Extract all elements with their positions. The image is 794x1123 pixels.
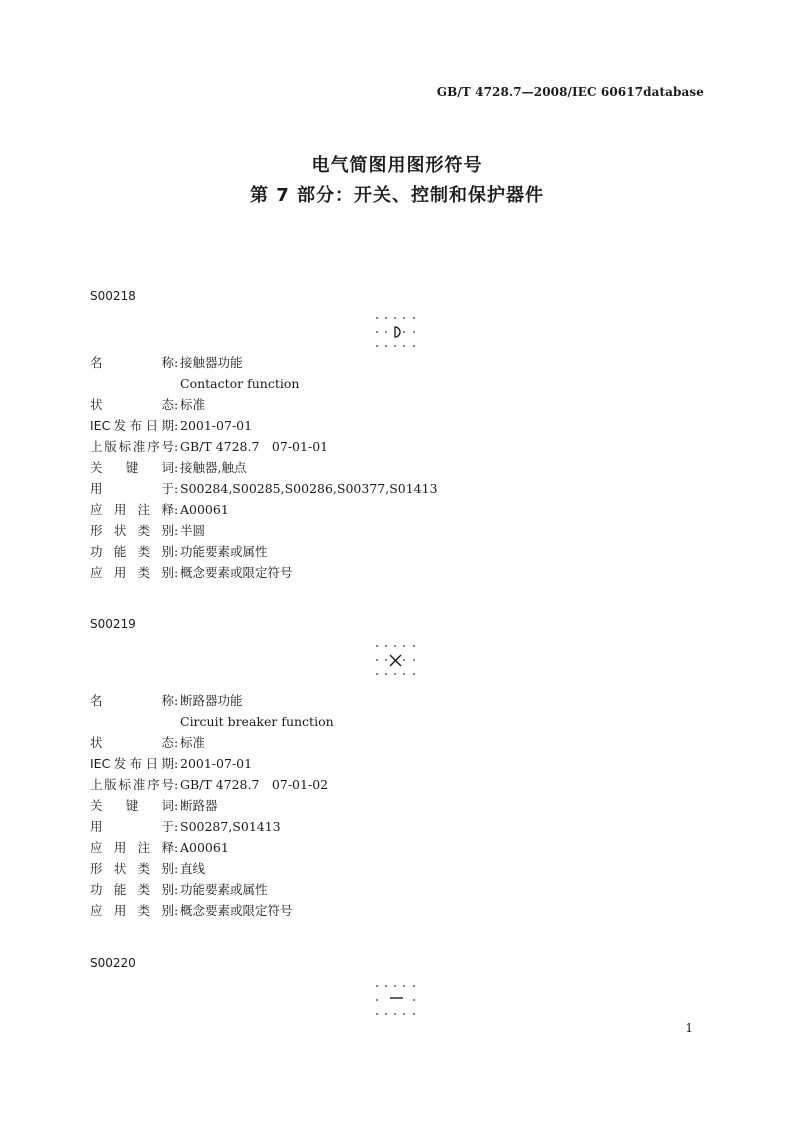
symbol-id: S00219 bbox=[90, 617, 136, 631]
field-func-class: 功能类别 : 功能要素或属性 bbox=[90, 882, 268, 897]
field-prev-std: 上版标准序号 : GB/T 4728.7 07-01-02 bbox=[90, 777, 329, 792]
field-shape-class: 形状类别 : 半圆 bbox=[90, 523, 206, 538]
field-func-class: 功能类别 : 功能要素或属性 bbox=[90, 544, 268, 559]
symbol-id: S00220 bbox=[90, 956, 136, 970]
cross-symbol-icon bbox=[374, 643, 418, 677]
field-used-in: 用于 : S00287,S01413 bbox=[90, 819, 281, 834]
field-status: 状态 : 标准 bbox=[90, 735, 206, 750]
field-status: 状态 : 标准 bbox=[90, 397, 206, 412]
symbol-id: S00218 bbox=[90, 289, 136, 303]
field-name: 名称 : 接触器功能 bbox=[90, 355, 243, 370]
field-shape-class: 形状类别 : 直线 bbox=[90, 861, 206, 876]
field-app-note: 应用注释 : A00061 bbox=[90, 502, 229, 517]
field-prev-std: 上版标准序号 : GB/T 4728.7 07-01-01 bbox=[90, 439, 329, 454]
field-name-en: Contactor function bbox=[180, 376, 300, 391]
half-circle-symbol-icon bbox=[374, 315, 418, 349]
page-number: 1 bbox=[685, 1021, 693, 1035]
symbol-entry bbox=[90, 690, 690, 921]
field-app-class: 应用类别 : 概念要素或限定符号 bbox=[90, 903, 293, 918]
field-name-en: Circuit breaker function bbox=[180, 714, 334, 729]
field-name: 名称 : 断路器功能 bbox=[90, 693, 243, 708]
horizontal-line-symbol-icon bbox=[374, 983, 418, 1017]
document-title: 电气简图用图形符号 bbox=[311, 155, 483, 176]
field-iec-date: IEC发布日期 : 2001-07-01 bbox=[90, 418, 253, 433]
field-keywords: 关键词 : 接触器,触点 bbox=[90, 460, 247, 475]
field-app-note: 应用注释 : A00061 bbox=[90, 840, 229, 855]
field-used-in: 用于 : S00284,S00285,S00286,S00377,S01413 bbox=[90, 481, 438, 496]
field-keywords: 关键词 : 断路器 bbox=[90, 798, 218, 813]
field-app-class: 应用类别 : 概念要素或限定符号 bbox=[90, 565, 293, 580]
symbol-entry bbox=[90, 352, 690, 583]
document-subtitle: 第 7 部分：开关、控制和保护器件 bbox=[249, 185, 545, 206]
field-iec-date: IEC发布日期 : 2001-07-01 bbox=[90, 756, 253, 771]
standard-code: GB/T 4728.7—2008/IEC 60617database bbox=[436, 85, 704, 99]
